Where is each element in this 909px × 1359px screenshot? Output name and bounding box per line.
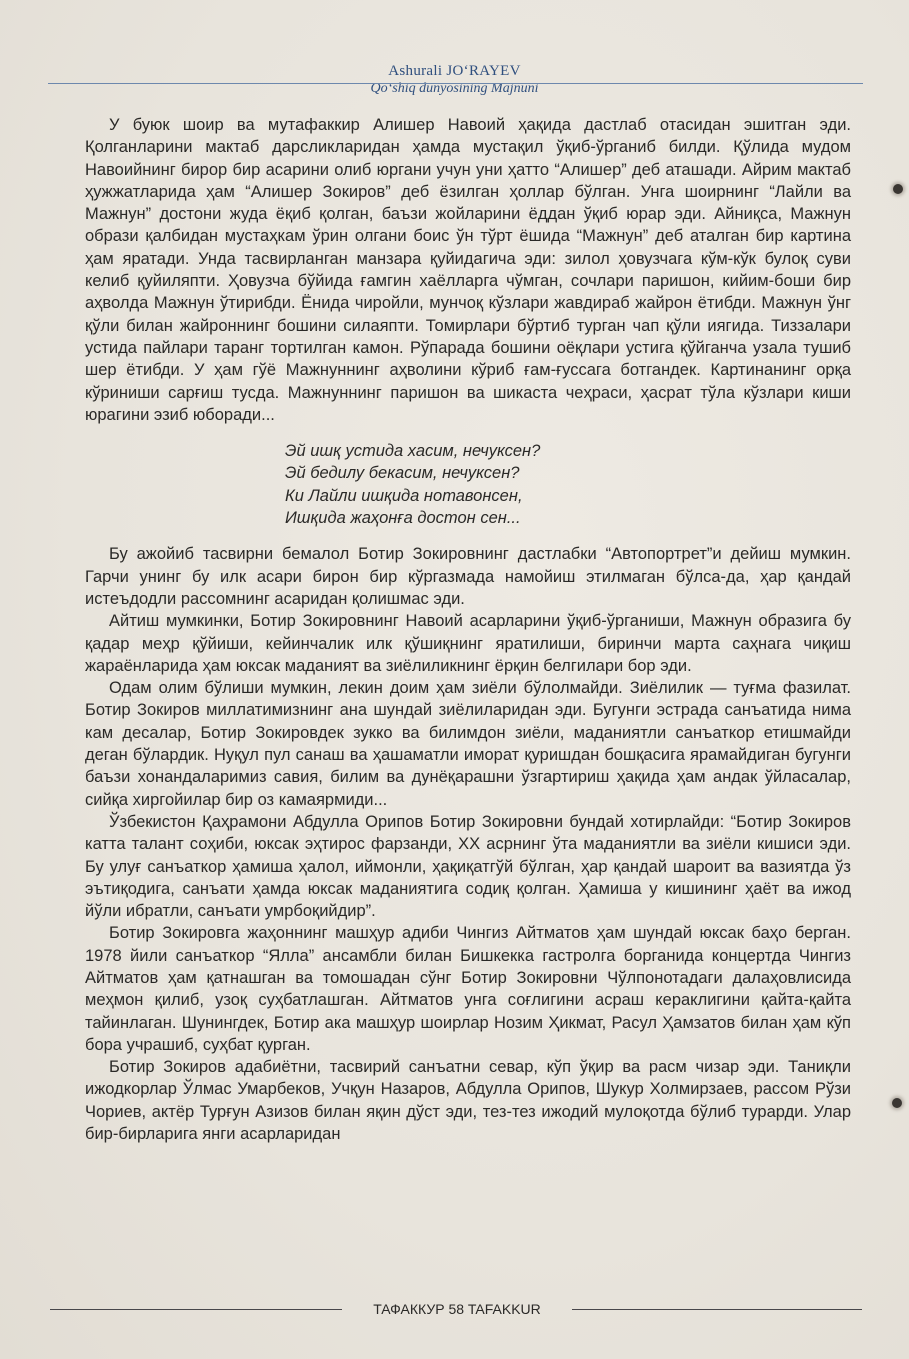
poem-line: Эй бедилу бекасим, нечуксен? [285, 464, 520, 483]
poem-line: Ки Лайли ишқида нотавонсен, [285, 486, 523, 505]
running-header [0, 62, 909, 98]
paragraph: Бу ажойиб тасвирни бемалол Ботир Зокировнинг дастлабки “Автопортрет”и дейиш мумкин. Гарчи унинг бу илк асари бирон бир кўргазмада намойиш этилмаган бўлса-да, ҳар қандай истеъдодли рассомнинг асаридан қолишмас эди. [85, 545, 851, 608]
header-subtitle: Qo‘shiq dunyosining Majnuni [370, 81, 539, 96]
binding-hole-mark [892, 1098, 902, 1108]
footer-page-label: ТАФАККУР 58 TAFAKKUR [373, 1301, 541, 1317]
binding-hole-mark [893, 184, 903, 194]
paragraph: Ўзбекистон Қаҳрамони Абдулла Орипов Ботир Зокировни бундай хотирлайди: “Ботир Зокиров катта талант соҳиби, юксак эҳтирос фарзанди, ХХ асрнинг ўта маданиятли ва зиёли кишиси эди. Бу улуғ санъаткор ҳамиша ҳалол, иймонли, ҳақиқатгўй бўлган, ҳар қандай шароит ва вазиятда ўз эътиқодига, санъати ҳамда юксак маданиятига содиқ қолган. Ҳамиша у кишининг ҳаёт ва ижод йўли ибратли, санъати умрбоқийдир”. [85, 812, 851, 921]
paragraph: Одам олим бўлиши мумкин, лекин доим ҳам зиёли бўлолмайди. Зиёлилик — туғма фазилат. Ботир Зокиров миллатимизнинг ана шундай зиёлиларидан эди. Бугунги эстрада санъатида нима кам десалар, Ботир Зокировдек зукко ва билимдон зиёли, маданиятли санъаткор етишмайди деган бўлардик. Нуқул пул санаш ва ҳашаматли иморат қуришдан бошқасига ярамайдиган бугунги баъзи хонандаларимиз савия, билим ва дунёқарашни ўзгартириш ҳақида ҳам андак ўйласалар, сийқа хиргойилар бир оз камаярмиди... [85, 679, 851, 809]
article-body [85, 114, 851, 1145]
paragraph: Айтиш мумкинки, Ботир Зокировнинг Навоий асарларини ўқиб-ўрганиши, Мажнун образига бу қадар меҳр қўйиши, кейинчалик илк қўшиқнинг яратилиши, биринчи марта саҳнага чиқиш жараёнларида ҳам юксак маданият ва зиёлиликнинг ёрқин белгилари бор эди. [85, 612, 851, 675]
paragraph: У буюк шоир ва мутафаккир Алишер Навоий ҳақида дастлаб отасидан эшитган эди. Қолганларини мактаб дарсликларидан ҳамда мустақил ўқиб-ўрганиб билди. Қўлида мудом Навоийнинг бирор бир асарини олиб юргани учун уни ҳатто “Алишер” деб аташади. Айрим мактаб ҳужжатларида ҳам “Алишер Зокиров” деб ёзилган ҳоллар бўлган. Унга шоирнинг “Лайли ва Мажнун” достони жуда ёқиб қолган, баъзи жойларини ёддан ўқиб юрар эди. Айниқса, Мажнун образи қалбидан мустаҳкам ўрин олгани боис ўн тўрт ёшида “Мажнун” деб аталган бир картина ҳам яратади. Унда тасвирланган манзара қуйидагича эди: зилол ҳовузчага кўм-кўк булоқ суви келиб қуйиляпти. Ҳовузча бўйида ғамгин хаёлларга чўмган, сочлари паришон, кийим-боши бир аҳволда Мажнун ўтирибди. Ёнида чиройли, мунчоқ кўзлари жавдираб жайрон ётибди. Мажнун ўнг қўли билан жайроннинг бошини силаяпти. Томирлари бўртиб турган чап қўли иягида. Тиззалари устида пайлари таранг тортилган камон. Рўпарада бошини оёқлари устига қўйганча узала тушиб шер ётибди. У ҳам гўё Мажнуннинг аҳволини кўриб ғам-ғуссага ботгандек. Картинанинг орқа кўриниши сарғиш тусда. Мажнуннинг паришон ва шикаста чеҳраси, ҳасрат тўла кўзлари киши юрагини эзиб юборади... [85, 116, 851, 424]
footer-rule-left [50, 1309, 342, 1310]
header-rule [48, 83, 863, 84]
paragraph: Ботир Зокировга жаҳоннинг машҳур адиби Чингиз Айтматов ҳам шундай юксак баҳо берган. 1978 йили санъаткор “Ялла” ансамбли билан Бишкекка гастролга борганида концертда Чингиз Айтматов ҳам қатнашган ва томошадан сўнг Ботир Зокировни Чўлпонотадаги далаҳовлисида меҳмон қилиб, узоқ суҳбатлашган. Айтматов унга соғлигини асраш кераклигини қайта-қайта тайинлаган. Шунингдек, Ботир ака машҳур шоирлар Нозим Ҳикмат, Расул Ҳамзатов билан ҳам кўп бора учрашиб, суҳбат қурган. [85, 924, 851, 1054]
footer-rule-right [572, 1309, 862, 1310]
poem-line: Ишқида жаҳонға достон сен... [285, 509, 521, 528]
paragraph: Ботир Зокиров адабиётни, тасвирий санъатни севар, кўп ўқир ва расм чизар эди. Таниқли ижодкорлар Ўлмас Умарбеков, Учқун Назаров, Абдулла Орипов, Шукур Холмирзаев, рассом Рўзи Чориев, актёр Турғун Азизов билан яқин дўст эди, тез-тез ижодий мулоқотда бўлиб турарди. Улар бир-бирларига янги асарларидан [85, 1058, 851, 1144]
header-author: Ashurali JO‘RAYEV [388, 63, 521, 79]
poem-line: Эй ишқ устида хасим, нечуксен? [285, 442, 541, 461]
poem-quote [285, 440, 851, 529]
page-footer [0, 1298, 909, 1322]
